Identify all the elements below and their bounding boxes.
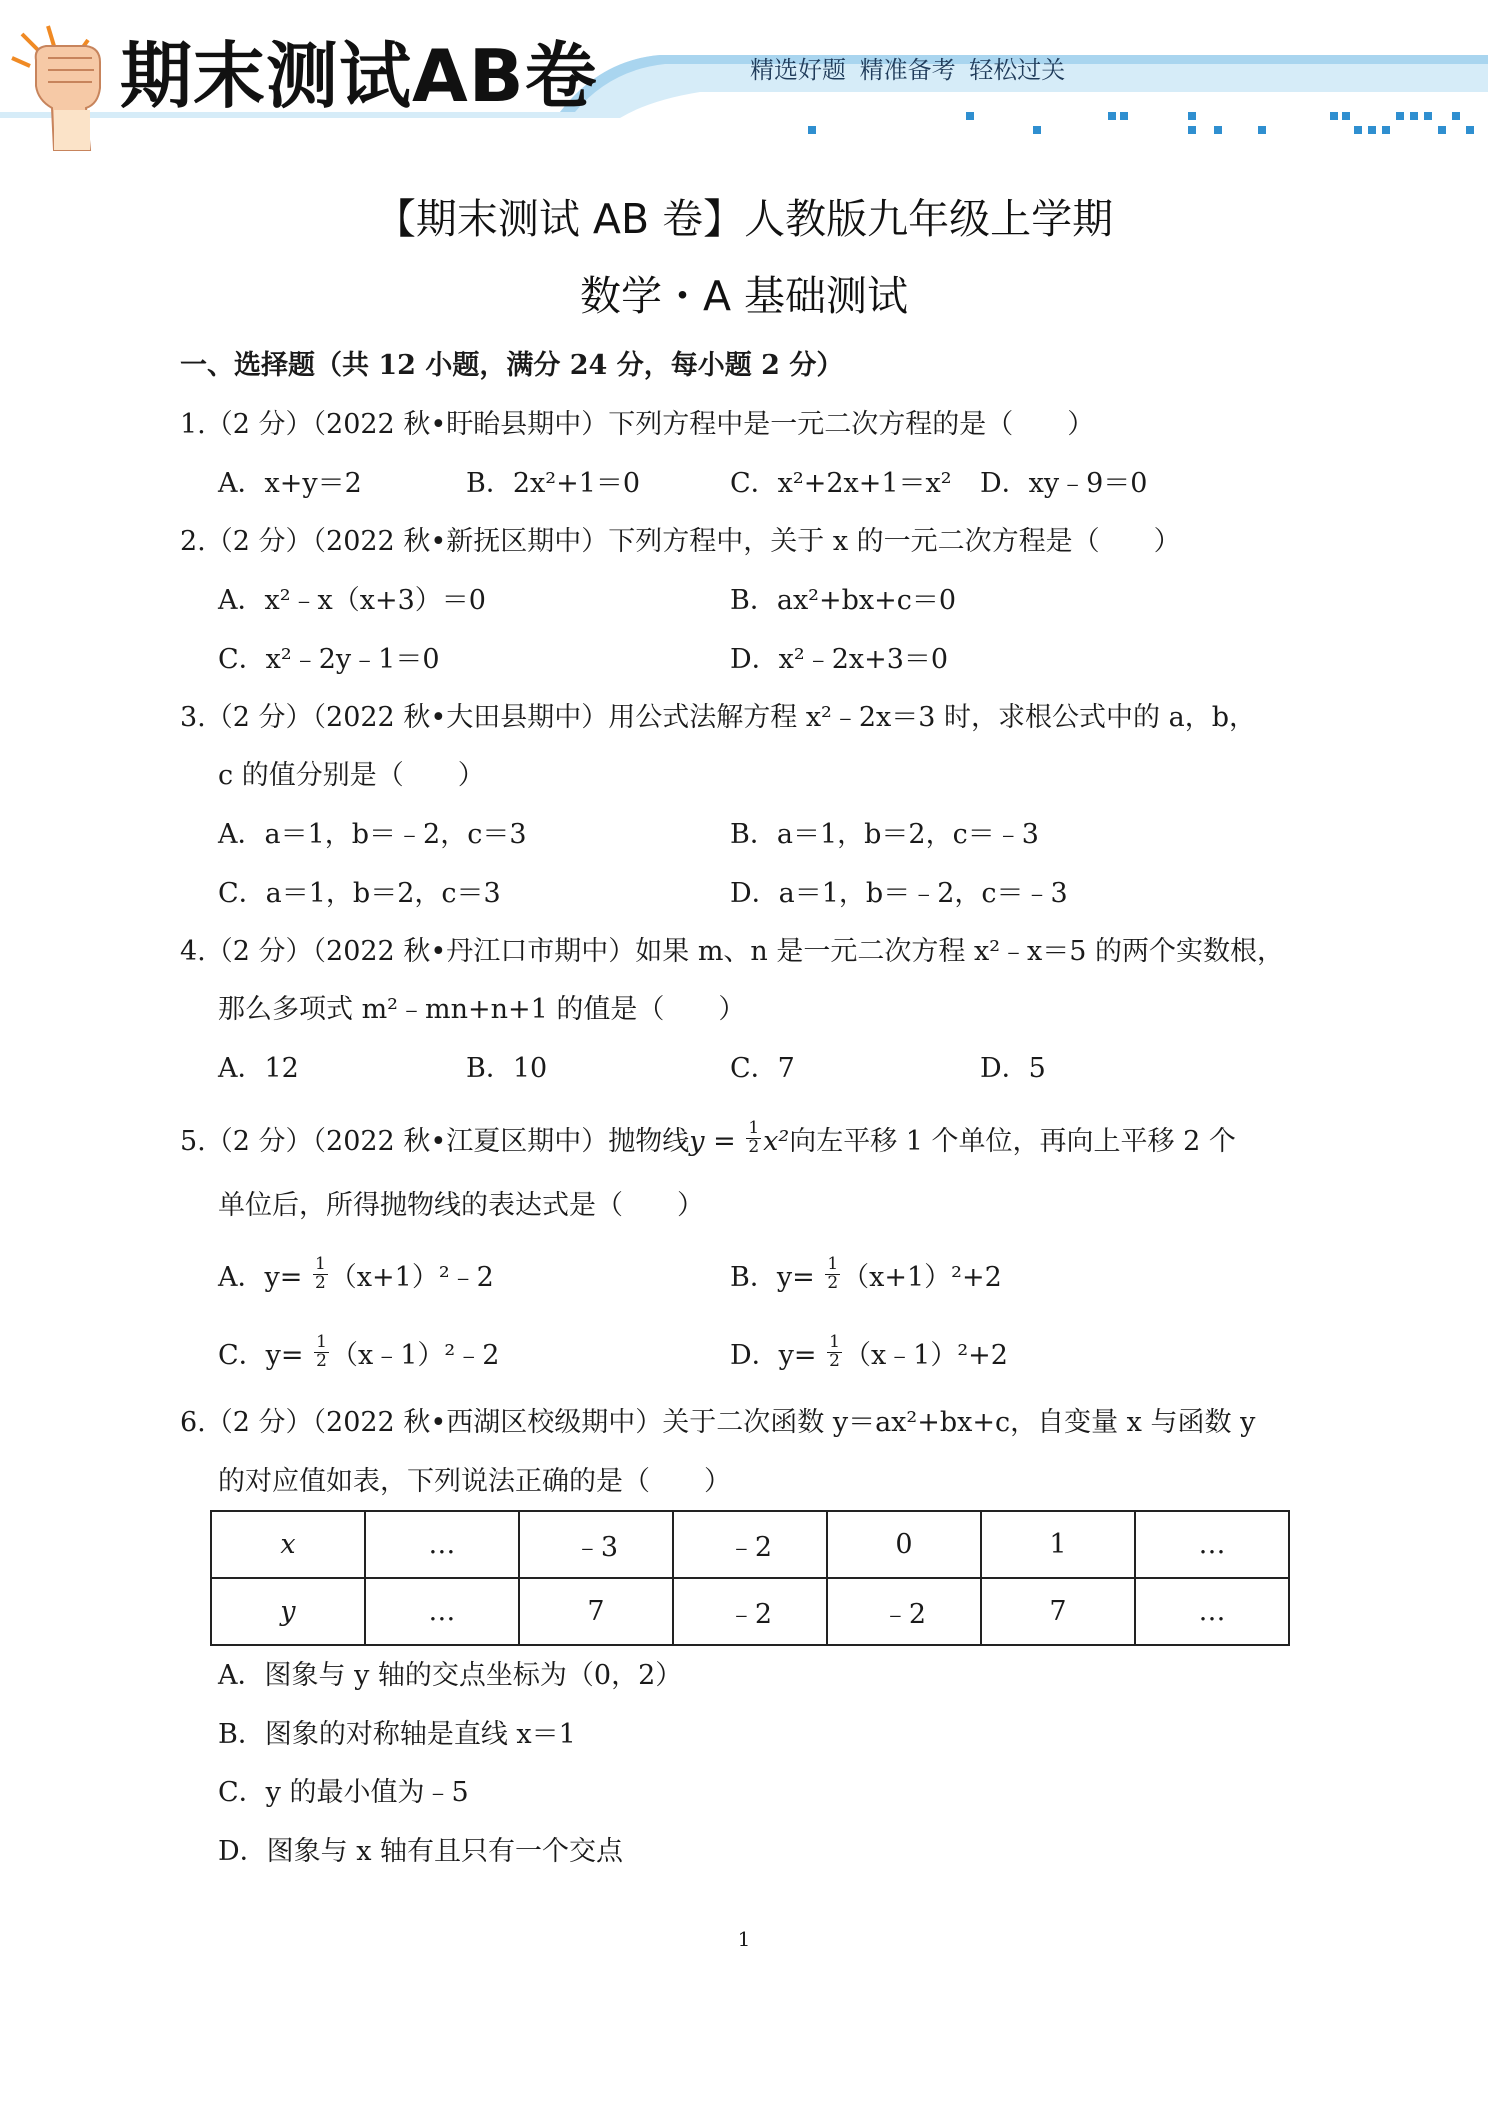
table-row-y (211, 1578, 1289, 1645)
header-banner (0, 0, 1488, 155)
question-3-stem-line1: 3.（2 分）（2022 秋•大田县期中）用公式法解方程 x²﹣2x＝3 时，求根公式中的 a，b， (180, 702, 1257, 733)
question-4-option-d: D．5 (980, 1053, 1046, 1084)
table-cell: ﹣3 (519, 1511, 673, 1578)
question-6-stem-line2: 的对应值如表，下列说法正确的是（ ） (218, 1466, 731, 1497)
question-3-option-a: A．a＝1，b＝﹣2，c＝3 (218, 819, 527, 850)
question-5-stem-line1 (180, 1118, 1236, 1161)
option-lead: C．y= (218, 1339, 304, 1371)
option-tail: （x+1）²﹣2 (329, 1261, 494, 1293)
fraction (825, 1256, 840, 1293)
fraction-denominator: 2 (314, 1272, 326, 1293)
question-5-option-d (730, 1332, 1008, 1375)
question-1-option-b: B．2x²+1＝0 (466, 468, 641, 499)
fraction-denominator: 2 (829, 1350, 840, 1371)
table-header-x: x (211, 1511, 365, 1578)
question-6-option-c: C．y 的最小值为﹣5 (218, 1777, 469, 1808)
page-number: 1 (737, 1927, 751, 1951)
question-6-stem-line1: 6.（2 分）（2022 秋•西湖区校级期中）关于二次函数 y＝ax²+bx+c，自变量 x 与函数 y (180, 1407, 1256, 1438)
question-1-option-c: C．x²+2x+1＝x² (730, 468, 952, 499)
question-3-option-d: D．a＝1，b＝﹣2，c＝﹣3 (730, 878, 1068, 909)
fraction-numerator: 1 (316, 1332, 327, 1352)
question-6-option-b: B．图象的对称轴是直线 x＝1 (218, 1719, 576, 1750)
option-tail: （x﹣1）²﹣2 (330, 1339, 500, 1371)
fraction-numerator: 1 (314, 1254, 326, 1274)
question-4-option-c: C．7 (730, 1053, 795, 1084)
question-5-stem-prefix: 5.（2 分）（2022 秋•江夏区期中）抛物线 (180, 1125, 690, 1157)
question-6-option-a: A．图象与 y 轴的交点坐标为（0，2） (218, 1660, 683, 1691)
fraction-denominator: 2 (827, 1272, 839, 1293)
table-header-y: y (211, 1578, 365, 1645)
question-3-option-c: C．a＝1，b＝2，c＝3 (218, 878, 501, 909)
question-2-option-d: D．x²﹣2x+3＝0 (730, 644, 949, 675)
banner-title: 期末测试AB卷 (120, 34, 598, 118)
question-4-option-a: A．12 (218, 1053, 299, 1084)
option-lead: A．y= (218, 1261, 303, 1293)
banner-slogan: 精选好题 精准备考 轻松过关 (750, 56, 1066, 84)
fraction-numerator: 1 (827, 1254, 839, 1274)
question-4-stem-line2: 那么多项式 m²﹣mn+n+1 的值是（ ） (218, 994, 746, 1025)
question-3-stem-line2: c 的值分别是（ ） (218, 760, 485, 791)
table-row-x (211, 1511, 1289, 1578)
question-5-stem-x2: x² (763, 1125, 790, 1157)
table-cell: … (365, 1511, 519, 1578)
question-5-option-b (730, 1254, 1002, 1297)
question-5-option-a (218, 1254, 494, 1297)
document-subtitle: 数学・A 基础测试 (579, 272, 909, 320)
table-cell: 1 (981, 1511, 1135, 1578)
option-lead: D．y= (730, 1339, 817, 1371)
question-6-option-d: D．图象与 x 轴有且只有一个交点 (218, 1836, 624, 1867)
question-4-option-b: B．10 (466, 1053, 548, 1084)
table-cell: 7 (981, 1578, 1135, 1645)
table-cell: 0 (827, 1511, 981, 1578)
question-2-option-b: B．ax²+bx+c＝0 (730, 585, 957, 616)
fraction-numerator: 1 (748, 1118, 760, 1138)
fraction-numerator: 1 (829, 1332, 840, 1352)
fraction (746, 1120, 761, 1157)
question-1-option-a: A．x+y＝2 (218, 468, 362, 499)
option-tail: （x+1）²+2 (842, 1261, 1002, 1293)
option-tail: （x﹣1）²+2 (843, 1339, 1008, 1371)
question-2-option-c: C．x²﹣2y﹣1＝0 (218, 644, 440, 675)
question-5-stem-eq: = (713, 1125, 736, 1157)
value-table (210, 1510, 1290, 1646)
fraction (314, 1334, 329, 1371)
question-2-option-a: A．x²﹣x（x+3）＝0 (218, 585, 486, 616)
question-5-stem-line2: 单位后，所得抛物线的表达式是（ ） (218, 1190, 704, 1221)
option-lead: B．y= (730, 1261, 815, 1293)
fraction (313, 1256, 328, 1293)
table-cell: ﹣2 (673, 1511, 827, 1578)
fraction-denominator: 2 (316, 1350, 327, 1371)
question-4-stem-line1: 4.（2 分）（2022 秋•丹江口市期中）如果 m、n 是一元二次方程 x²﹣x＝5 的两个实数根， (180, 936, 1285, 967)
table-cell: … (365, 1578, 519, 1645)
question-2-stem: 2.（2 分）（2022 秋•新抚区期中）下列方程中，关于 x 的一元二次方程是（ ） (180, 526, 1181, 557)
question-5-stem-y: y (689, 1125, 705, 1157)
table-cell: … (1135, 1578, 1289, 1645)
document-title: 【期末测试 AB 卷】人教版九年级上学期 (374, 195, 1114, 243)
fraction (827, 1334, 842, 1371)
question-1-option-d: D．xy﹣9＝0 (980, 468, 1148, 499)
table-cell: ﹣2 (827, 1578, 981, 1645)
question-1-stem: 1.（2 分）（2022 秋•盱眙县期中）下列方程中是一元二次方程的是（ ） (180, 409, 1095, 440)
question-3-option-b: B．a＝1，b＝2，c＝﹣3 (730, 819, 1039, 850)
question-5-stem-suffix: 向左平移 1 个单位，再向上平移 2 个 (789, 1125, 1236, 1157)
question-5-option-c (218, 1332, 500, 1375)
fraction-denominator: 2 (748, 1136, 760, 1157)
table-cell: … (1135, 1511, 1289, 1578)
table-cell: 7 (519, 1578, 673, 1645)
table-cell: ﹣2 (673, 1578, 827, 1645)
fist-icon (12, 26, 100, 150)
section-heading: 一、选择题（共 12 小题，满分 24 分，每小题 2 分） (180, 350, 844, 381)
